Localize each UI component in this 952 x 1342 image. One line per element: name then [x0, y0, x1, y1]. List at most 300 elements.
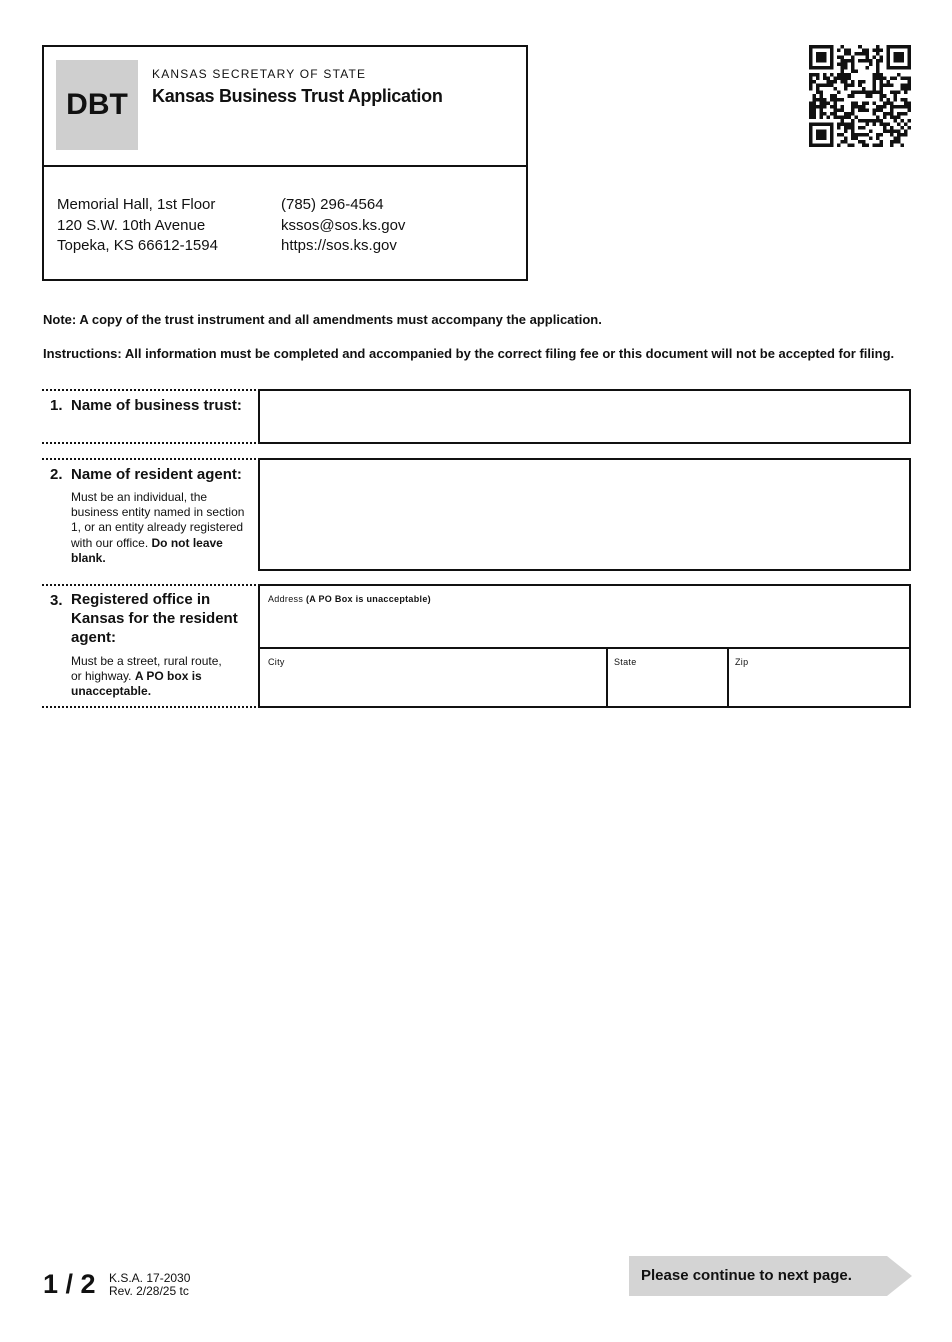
qr-module	[851, 80, 855, 84]
qr-module	[830, 143, 834, 147]
qr-module	[858, 119, 862, 123]
qr-module	[841, 133, 845, 137]
qr-module	[823, 59, 827, 63]
qr-module	[848, 112, 852, 116]
qr-module	[904, 84, 908, 88]
qr-module	[830, 122, 834, 126]
help-emphasis: Do not leave	[151, 535, 223, 550]
qr-module	[872, 119, 876, 123]
page-number: 1 / 2	[43, 1269, 96, 1299]
address-note: (A PO Box is unacceptable)	[305, 594, 431, 604]
qr-module	[883, 84, 887, 88]
qr-module	[862, 49, 866, 53]
qr-module	[820, 112, 824, 116]
qr-module	[813, 105, 817, 109]
qr-module	[851, 112, 855, 116]
qr-module	[809, 126, 813, 130]
qr-module	[869, 91, 873, 95]
qr-module	[809, 101, 813, 105]
qr-module	[872, 56, 876, 60]
qr-module	[823, 73, 827, 77]
qr-module	[904, 45, 908, 49]
qr-module	[837, 126, 841, 130]
qr-module	[883, 115, 887, 119]
qr-module	[890, 140, 894, 144]
qr-module	[851, 66, 855, 70]
qr-module	[865, 122, 869, 126]
qr-module	[865, 133, 869, 137]
qr-module	[820, 59, 824, 63]
qr-module	[886, 129, 890, 133]
qr-module	[907, 49, 911, 53]
qr-module	[834, 98, 838, 102]
help-text: or highway.	[71, 669, 132, 684]
section-divider	[42, 458, 256, 460]
qr-module	[858, 45, 862, 49]
qr-module	[823, 98, 827, 102]
qr-module	[869, 129, 873, 133]
qr-module	[834, 77, 838, 81]
qr-module	[886, 45, 890, 49]
qr-module	[820, 98, 824, 102]
qr-module	[837, 56, 841, 60]
qr-module	[844, 73, 848, 77]
qr-module	[907, 59, 911, 63]
qr-module	[823, 133, 827, 137]
qr-module	[844, 87, 848, 91]
qr-module	[883, 77, 887, 81]
qr-module	[816, 98, 820, 102]
qr-module	[809, 45, 813, 49]
qr-module	[907, 66, 911, 70]
qr-module	[879, 91, 883, 95]
qr-module	[897, 73, 901, 77]
qr-module	[879, 84, 883, 88]
qr-module	[841, 105, 845, 109]
qr-module	[890, 105, 894, 109]
qr-module	[809, 80, 813, 84]
qr-module	[900, 133, 904, 137]
qr-module	[907, 126, 911, 130]
qr-module	[893, 105, 897, 109]
qr-module	[886, 84, 890, 88]
qr-module	[851, 108, 855, 112]
statute-info	[109, 1272, 190, 1298]
qr-module	[809, 87, 813, 91]
qr-module	[830, 73, 834, 77]
state-field[interactable]	[608, 649, 727, 706]
qr-module	[820, 52, 824, 56]
qr-module	[823, 122, 827, 126]
qr-module	[816, 87, 820, 91]
qr-module	[809, 129, 813, 133]
qr-module	[844, 84, 848, 88]
qr-module	[855, 91, 859, 95]
qr-module	[816, 84, 820, 88]
qr-module	[879, 140, 883, 144]
qr-module	[816, 59, 820, 63]
qr-module	[858, 91, 862, 95]
qr-module	[816, 143, 820, 147]
qr-module	[865, 49, 869, 53]
qr-module	[862, 143, 866, 147]
statute-reference: K.S.A. 17-2030	[109, 1271, 191, 1285]
qr-module	[837, 77, 841, 81]
qr-module	[820, 45, 824, 49]
qr-module	[841, 66, 845, 70]
qr-module	[834, 115, 838, 119]
qr-module	[886, 98, 890, 102]
qr-module	[879, 133, 883, 137]
qr-module	[841, 70, 845, 74]
qr-module	[844, 115, 848, 119]
qr-module	[830, 45, 834, 49]
qr-module	[858, 140, 862, 144]
qr-module	[834, 105, 838, 109]
qr-module	[900, 87, 904, 91]
qr-module	[907, 45, 911, 49]
qr-module	[844, 77, 848, 81]
qr-module	[897, 59, 901, 63]
qr-module	[851, 122, 855, 126]
website-link[interactable]: https://sos.ks.gov	[281, 237, 397, 254]
qr-module	[834, 108, 838, 112]
continue-text: Please continue to next page.	[641, 1267, 852, 1284]
qr-module	[897, 91, 901, 95]
qr-module	[841, 98, 845, 102]
qr-module	[809, 84, 813, 88]
qr-module	[855, 115, 859, 119]
qr-module	[809, 59, 813, 63]
qr-module	[844, 129, 848, 133]
qr-module	[855, 101, 859, 105]
qr-module	[823, 77, 827, 81]
qr-module	[848, 126, 852, 130]
business-trust-name-field[interactable]	[258, 389, 911, 444]
qr-module	[904, 101, 908, 105]
qr-module	[830, 59, 834, 63]
qr-module	[844, 126, 848, 130]
qr-module	[834, 112, 838, 116]
qr-module	[890, 91, 894, 95]
qr-module	[855, 105, 859, 109]
help-line	[71, 684, 257, 699]
qr-module	[886, 112, 890, 116]
section-3-label	[71, 590, 238, 647]
state-label: State	[614, 657, 637, 667]
registered-office-group	[258, 584, 911, 708]
qr-module	[855, 136, 859, 140]
qr-module	[904, 122, 908, 126]
qr-module	[820, 91, 824, 95]
help-line: business entity named in section	[71, 505, 245, 520]
qr-module	[837, 122, 841, 126]
qr-module	[862, 119, 866, 123]
qr-module	[886, 80, 890, 84]
qr-module	[816, 56, 820, 60]
qr-module	[827, 45, 831, 49]
qr-module	[844, 59, 848, 63]
qr-module	[830, 98, 834, 102]
qr-module	[890, 126, 894, 130]
help-emphasis: blank.	[71, 550, 106, 565]
qr-module	[865, 119, 869, 123]
help-line: Must be a street, rural route,	[71, 654, 222, 668]
qr-module	[876, 136, 880, 140]
qr-module	[820, 136, 824, 140]
qr-module	[837, 49, 841, 53]
qr-module	[848, 52, 852, 56]
qr-module	[827, 77, 831, 81]
qr-module	[837, 108, 841, 112]
qr-module	[809, 77, 813, 81]
qr-module	[904, 129, 908, 133]
qr-module	[876, 70, 880, 74]
qr-module	[879, 122, 883, 126]
qr-module	[809, 115, 813, 119]
city-label: City	[268, 657, 285, 667]
qr-module	[907, 84, 911, 88]
qr-module	[900, 143, 904, 147]
address-line: Topeka, KS 66612-1594	[57, 237, 218, 254]
qr-module	[869, 94, 873, 98]
qr-module	[879, 73, 883, 77]
qr-module	[876, 73, 880, 77]
qr-module	[813, 98, 817, 102]
qr-module	[900, 112, 904, 116]
qr-module	[830, 105, 834, 109]
qr-module	[893, 91, 897, 95]
qr-module	[907, 63, 911, 67]
address-field[interactable]	[260, 586, 909, 647]
agency-name: KANSAS SECRETARY OF STATE	[152, 67, 367, 81]
qr-module	[816, 66, 820, 70]
help-line	[71, 669, 257, 684]
qr-module	[893, 115, 897, 119]
qr-module	[862, 126, 866, 130]
qr-module	[883, 101, 887, 105]
qr-module	[844, 136, 848, 140]
qr-module	[879, 56, 883, 60]
qr-module	[823, 112, 827, 116]
qr-module	[848, 59, 852, 63]
qr-module	[813, 101, 817, 105]
qr-module	[809, 112, 813, 116]
continue-banner	[629, 1256, 912, 1296]
qr-module	[907, 105, 911, 109]
qr-module	[869, 59, 873, 63]
qr-module	[837, 98, 841, 102]
qr-module	[848, 143, 852, 147]
qr-module	[876, 77, 880, 81]
qr-module	[844, 66, 848, 70]
qr-module	[872, 101, 876, 105]
qr-module	[820, 143, 824, 147]
qr-module	[890, 77, 894, 81]
section-divider	[42, 584, 256, 586]
qr-module	[820, 115, 824, 119]
qr-module	[900, 59, 904, 63]
qr-module	[848, 122, 852, 126]
qr-module	[890, 66, 894, 70]
qr-module	[907, 87, 911, 91]
qr-module	[897, 136, 901, 140]
qr-module	[893, 77, 897, 81]
qr-module	[841, 140, 845, 144]
qr-module	[827, 122, 831, 126]
qr-module	[851, 129, 855, 133]
qr-module	[900, 66, 904, 70]
qr-module	[886, 63, 890, 67]
qr-module	[855, 133, 859, 137]
zip-field[interactable]	[729, 649, 909, 706]
qr-module	[907, 52, 911, 56]
qr-module	[841, 119, 845, 123]
qr-module	[883, 129, 887, 133]
qr-module	[858, 126, 862, 130]
qr-module	[879, 98, 883, 102]
qr-module	[904, 87, 908, 91]
qr-module	[827, 115, 831, 119]
qr-module	[841, 56, 845, 60]
qr-module	[820, 105, 824, 109]
qr-module	[851, 119, 855, 123]
qr-module	[862, 80, 866, 84]
qr-module	[848, 84, 852, 88]
qr-module	[879, 77, 883, 81]
qr-module	[823, 136, 827, 140]
qr-module	[865, 101, 869, 105]
revision-date: Rev. 2/28/25 tc	[109, 1284, 189, 1298]
qr-module	[816, 105, 820, 109]
qr-module	[809, 133, 813, 137]
qr-module	[844, 122, 848, 126]
qr-module	[862, 87, 866, 91]
note-text: Note: A copy of the trust instrument and all amendments must accompany the application.	[43, 312, 602, 327]
qr-module	[865, 52, 869, 56]
qr-module	[858, 108, 862, 112]
qr-module	[816, 122, 820, 126]
qr-module	[872, 122, 876, 126]
qr-module	[879, 143, 883, 147]
section-3-help	[71, 654, 257, 700]
qr-module	[865, 66, 869, 70]
qr-module	[879, 80, 883, 84]
header-box	[42, 45, 528, 281]
qr-module	[879, 105, 883, 109]
qr-module	[844, 52, 848, 56]
qr-module	[890, 45, 894, 49]
qr-module	[823, 105, 827, 109]
qr-module	[820, 101, 824, 105]
qr-module	[904, 98, 908, 102]
qr-module	[858, 133, 862, 137]
city-field[interactable]	[260, 649, 606, 706]
qr-module	[823, 56, 827, 60]
qr-module	[904, 91, 908, 95]
qr-module	[820, 56, 824, 60]
section-divider	[42, 442, 256, 444]
qr-module	[865, 91, 869, 95]
qr-module	[886, 59, 890, 63]
section-divider	[42, 706, 256, 708]
qr-module	[855, 52, 859, 56]
qr-module	[897, 105, 901, 109]
qr-module	[820, 94, 824, 98]
phone-number: (785) 296-4564	[281, 196, 384, 213]
qr-module	[883, 112, 887, 116]
qr-module	[848, 73, 852, 77]
qr-module	[883, 105, 887, 109]
qr-module	[862, 91, 866, 95]
qr-module	[886, 66, 890, 70]
qr-module	[893, 98, 897, 102]
qr-module	[876, 91, 880, 95]
section-2-help	[71, 490, 257, 566]
qr-module	[900, 126, 904, 130]
help-text: with our office.	[71, 535, 149, 550]
qr-module	[872, 73, 876, 77]
help-line	[71, 551, 257, 566]
qr-module	[844, 63, 848, 67]
qr-module	[823, 84, 827, 88]
qr-module	[897, 112, 901, 116]
qr-module	[890, 133, 894, 137]
qr-module	[823, 45, 827, 49]
qr-module	[820, 66, 824, 70]
qr-module	[858, 59, 862, 63]
qr-module	[813, 94, 817, 98]
qr-module	[886, 49, 890, 53]
section-3-number: 3.	[50, 592, 63, 609]
qr-module	[907, 80, 911, 84]
qr-module	[872, 143, 876, 147]
qr-module	[809, 73, 813, 77]
qr-module	[851, 63, 855, 67]
qr-module	[816, 73, 820, 77]
qr-module	[869, 119, 873, 123]
qr-module	[893, 119, 897, 123]
qr-module	[841, 115, 845, 119]
qr-module	[844, 140, 848, 144]
qr-module	[813, 66, 817, 70]
email-link[interactable]: kssos@sos.ks.gov	[281, 216, 406, 234]
qr-module	[876, 105, 880, 109]
qr-module	[897, 133, 901, 137]
office-address	[57, 195, 218, 257]
qr-module	[876, 63, 880, 67]
qr-module	[827, 101, 831, 105]
qr-module	[897, 115, 901, 119]
qr-module	[851, 84, 855, 88]
qr-module	[879, 87, 883, 91]
qr-module	[820, 129, 824, 133]
qr-module	[809, 105, 813, 109]
qr-module	[862, 108, 866, 112]
qr-module	[897, 129, 901, 133]
qr-module	[862, 101, 866, 105]
qr-module	[872, 108, 876, 112]
resident-agent-name-field[interactable]	[258, 458, 911, 571]
address-label-text: Address	[268, 594, 304, 604]
qr-module	[827, 84, 831, 88]
qr-module	[904, 105, 908, 109]
qr-module	[816, 45, 820, 49]
qr-module	[830, 63, 834, 67]
qr-module	[876, 49, 880, 53]
help-emphasis: unacceptable.	[71, 684, 152, 699]
qr-module	[841, 108, 845, 112]
